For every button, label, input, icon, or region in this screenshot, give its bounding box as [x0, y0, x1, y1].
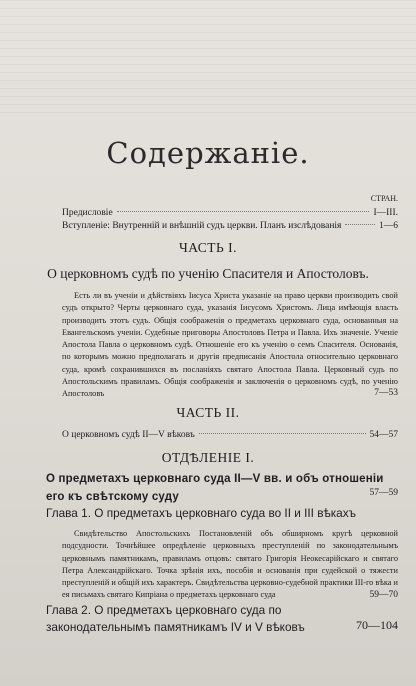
part-one-subtitle: О церковномъ судѣ по ученію Спасителя и Апостоловъ. — [47, 266, 369, 281]
leader-dots — [345, 224, 375, 225]
toc-entry-page: 54—57 — [369, 430, 398, 440]
chapter-one-pages: 59—70 — [369, 590, 398, 600]
bleed-through-texture — [0, 0, 416, 120]
chapter-two-title: Глава 2. О предметахъ церковнаго суда по законодательнымъ памятникамъ IV и V вѣковъ — [46, 603, 305, 634]
page-title: Содержаніе. — [106, 136, 310, 170]
toc-entry-label: Вступленіе: Внутренній и внѣшній судъ церкви. Планъ изслѣдованія — [62, 221, 342, 231]
leader-dots — [117, 211, 370, 212]
leader-dots — [199, 433, 366, 434]
chapter-one-paragraph: Свидѣтельство Апостольскихъ Постановленій объ обширномъ кругѣ церковной подсудности. Точнѣйшее опредѣленіе церковныхъ преступленій по законодательнымъ церковнымъ памятникамъ, правиламъ отцовъ: святаго Григорія Неокесарійскаго и святаго Петра Александрійскаго. Точка зрѣнія ихъ, пособія и основанія при судейской о тяжести преступленій и общій ихъ характеръ. Свидѣтельства церковно-судебной практики III-го вѣка и ея письмахъ святаго Кипріана о предметахъ церковнаго суда — [62, 529, 398, 600]
page-column-label: СТРАН. — [370, 194, 398, 203]
toc-entry-page: 1—6 — [379, 221, 398, 231]
toc-entry-part-two — [62, 430, 398, 440]
toc-entry-label: Предисловіе — [62, 208, 113, 218]
part-two-heading: ЧАСТЬ II. — [176, 405, 240, 420]
chapter-two-pages: 70—104 — [356, 618, 398, 632]
toc-entry-preface — [62, 208, 398, 218]
toc-entry-page: I—III. — [373, 208, 398, 218]
section-one-pages: 57—59 — [369, 488, 398, 498]
toc-entry-label: О церковномъ судѣ II—V вѣковъ — [62, 430, 195, 440]
section-one-heading: ОТДѢЛЕНІЕ I. — [161, 450, 255, 465]
part-one-paragraph: Есть ли въ ученіи и дѣйствіяхъ Іисуса Христа указаніе на право церкви производить свой судъ открыто? Черты церковнаго суда, указанія Іисусомъ Христомъ. Лица имѣющія власть производить этотъ судъ. Общія соображенія о предметахъ церковнаго суда, основанныя на Евангельскомъ ученіи. Судебные приговоры Апостоловъ Петра и Павла. Ихъ значеніе. Ученіе Апостола Павла о церковномъ судѣ. Отношеніе его къ ученію о семъ Спасителя. Основанія, по которымъ можно предполагать и другія предписанія Апостола относительно церковнаго суда, кромѣ сохранившихся въ посланіяхъ святаго Апостола Павла. Церковный судъ по Апостольскимъ правиламъ. Общія соображенія и заключенія о церковномъ судѣ, по ученію Апостоловъ — [62, 291, 398, 399]
part-one-pages: 7—53 — [374, 388, 398, 398]
section-one-title: О предметахъ церковнаго суда II—V вв. и объ отношеніи его къ свѣтскому суду — [46, 473, 384, 503]
part-one-heading: ЧАСТЬ I. — [178, 240, 238, 255]
toc-entry-introduction — [62, 221, 398, 231]
chapter-one-title: Глава 1. О предметахъ церковнаго суда во II и III вѣкахъ — [46, 506, 356, 520]
